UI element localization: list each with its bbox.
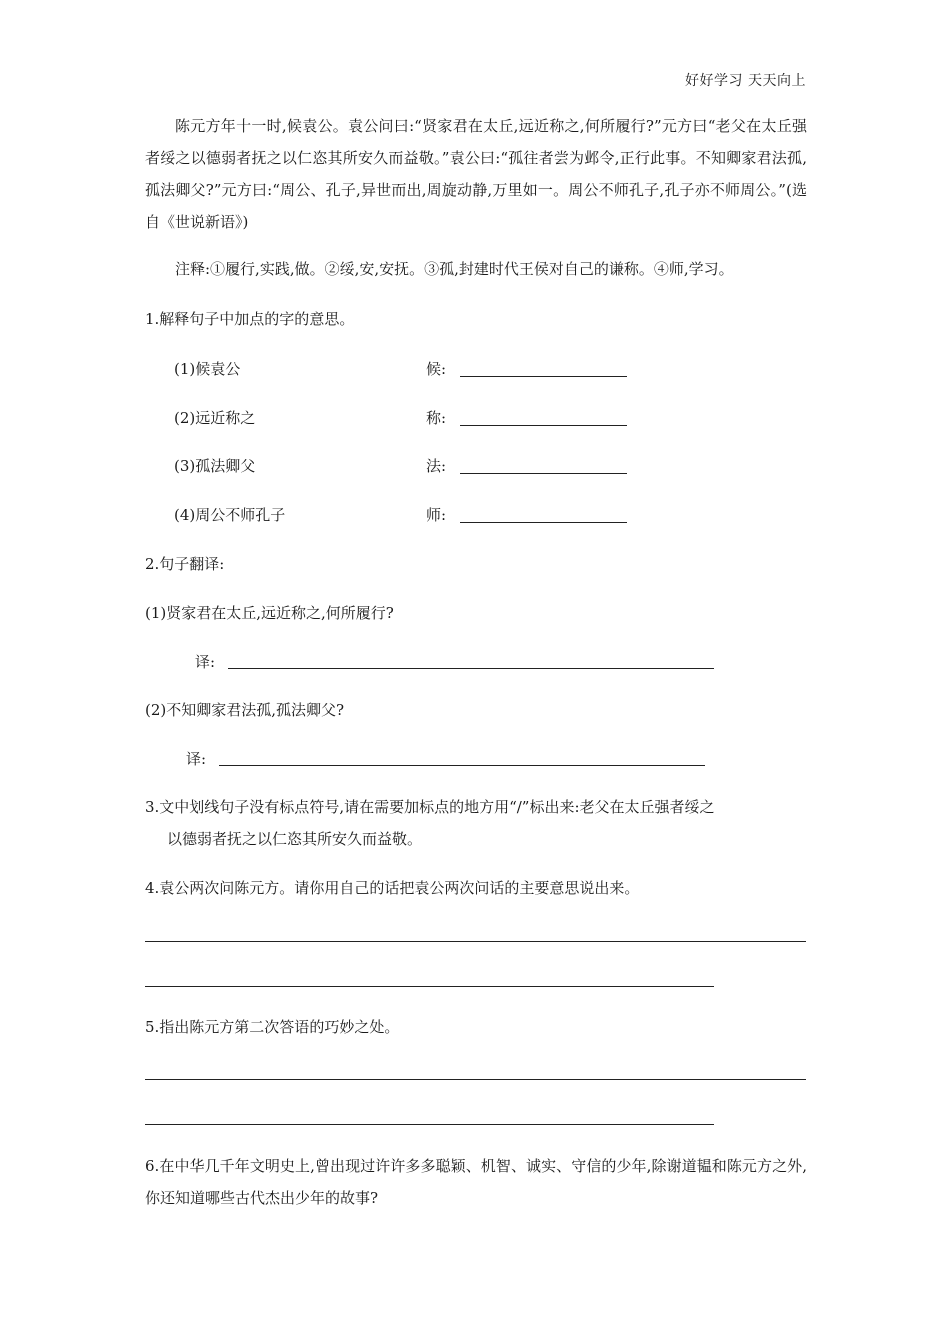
- q1-answer-line-2[interactable]: [460, 425, 627, 426]
- q2-answer-line-2[interactable]: [219, 765, 705, 766]
- q1-answer-line-3[interactable]: [460, 473, 627, 474]
- question-2-title: 2.句子翻译:: [145, 555, 225, 573]
- q5-answer-line-2[interactable]: [145, 1124, 714, 1125]
- q1-phrase-4: (4)周公不师孔子: [174, 506, 286, 524]
- q2-translate-label-1: 译:: [195, 653, 216, 671]
- passage-text: 陈元方年十一时,候袁公。袁公问曰:“贤家君在太丘,远近称之,何所履行?”元方曰“老父在太丘强者绥之以德弱者抚之以仁恣其所安久而益敬。”袁公曰:“孤往者尝为邺令,正行此事。不知卿家君法孤,孤法卿父?”元方曰:“周公、孔子,异世而出,周旋动静,万里如一。周公不师孔子,孔子亦不师周公。”(选自《世说新语》): [145, 117, 807, 231]
- question-4-title: 4.袁公两次问陈元方。请你用自己的话把袁公两次问话的主要意思说出来。: [145, 879, 640, 897]
- q1-char-2: 称:: [426, 409, 447, 427]
- q2-translate-label-2: 译:: [186, 750, 207, 768]
- question-1-title: 1.解释句子中加点的字的意思。: [145, 310, 355, 328]
- question-3-line-2: 以德弱者抚之以仁恣其所安久而益敬。: [167, 830, 423, 848]
- q1-phrase-1: (1)候袁公: [174, 360, 241, 378]
- q2-sentence-2: (2)不知卿家君法孤,孤法卿父?: [145, 701, 345, 719]
- q1-phrase-3: (3)孤法卿父: [174, 457, 256, 475]
- question-5-title: 5.指出陈元方第二次答语的巧妙之处。: [145, 1018, 400, 1036]
- question-3-line-1: 3.文中划线句子没有标点符号,请在需要加标点的地方用“/”标出来:老父在太丘强者绥之: [145, 798, 715, 816]
- q1-phrase-2: (2)远近称之: [174, 409, 256, 427]
- q1-char-4: 师:: [426, 506, 447, 524]
- q4-answer-line-2[interactable]: [145, 986, 714, 987]
- question-6-text: 6.在中华几千年文明史上,曾出现过许许多多聪颖、机智、诚实、守信的少年,除谢道韫和陈元方之外,你还知道哪些古代杰出少年的故事?: [145, 1157, 807, 1207]
- page-header: 好好学习 天天向上: [685, 73, 806, 89]
- q5-answer-line-1[interactable]: [145, 1079, 806, 1080]
- q1-char-1: 候:: [426, 360, 447, 378]
- q4-answer-line-1[interactable]: [145, 941, 806, 942]
- q1-answer-line-4[interactable]: [460, 522, 627, 523]
- q2-sentence-1: (1)贤家君在太丘,远近称之,何所履行?: [145, 604, 394, 622]
- q2-answer-line-1[interactable]: [228, 668, 714, 669]
- q1-char-3: 法:: [426, 457, 447, 475]
- notes-text: 注释:①履行,实践,做。②绥,安,安抚。③孤,封建时代王侯对自己的谦称。④师,学习。: [175, 260, 734, 278]
- q1-answer-line-1[interactable]: [460, 376, 627, 377]
